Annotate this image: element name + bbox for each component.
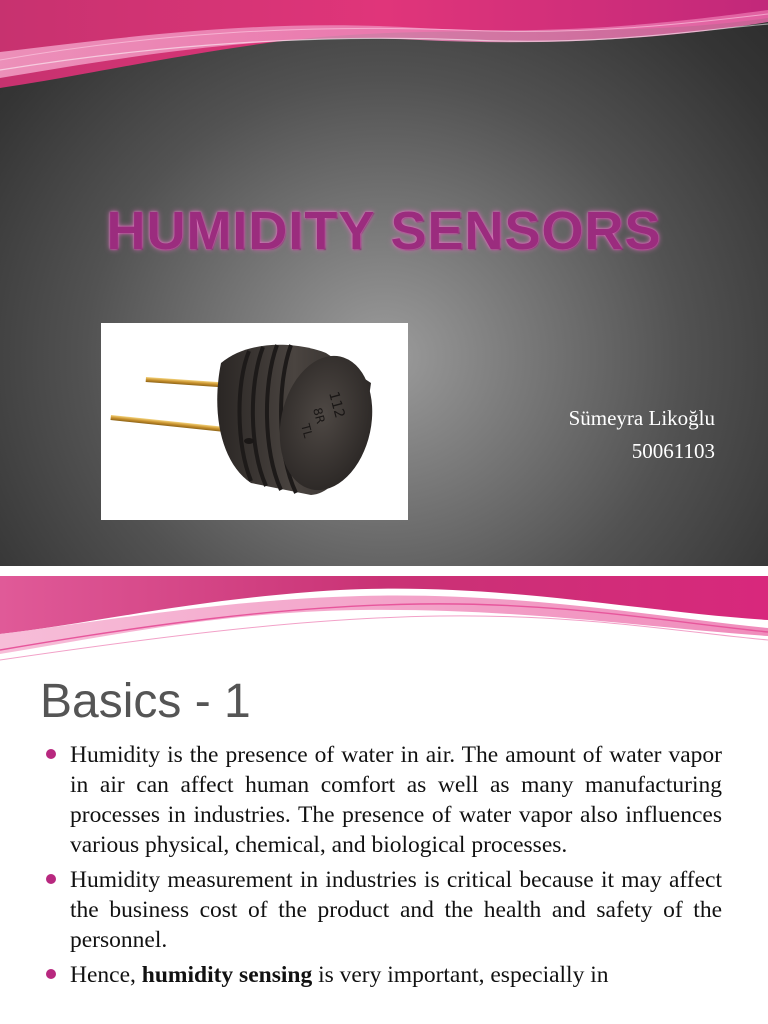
bullet-icon <box>46 874 56 884</box>
bullet-text: Humidity measurement in industries is critical because it may affect the business cost of the product and the health and safety of the personnel. <box>70 867 722 953</box>
bottom-decorative-wave <box>0 566 768 576</box>
bullet-item <box>46 960 722 990</box>
svg-text:8R: 8R <box>310 406 328 426</box>
svg-text:TL: TL <box>298 422 316 440</box>
bullet-text: Humidity is the presence of water in air. The amount of water vapor in air can affect human comfort as well as many manufacturing processes in industries. The presence of water vapor also influences various physical, chemical, and biological processes. <box>70 742 722 858</box>
bullet-item <box>46 865 722 955</box>
slide-title: HUMIDITY SENSORS <box>106 201 662 261</box>
bullet-item <box>46 740 722 860</box>
bullet-icon <box>46 749 56 759</box>
author-block <box>470 402 715 468</box>
bullet-text-bold: humidity sensing <box>141 962 313 988</box>
author-id: 50061103 <box>631 439 715 463</box>
humidity-sensor-photo <box>101 323 408 520</box>
sensor-image <box>101 323 408 520</box>
bullet-text-suffix: is very important, especially in <box>312 962 609 988</box>
slide2-decorative-wave <box>0 576 768 666</box>
top-decorative-wave <box>0 0 768 90</box>
content-slide <box>0 576 768 1024</box>
bullet-icon <box>46 969 56 979</box>
author-name: Sümeyra Likoğlu <box>568 406 715 430</box>
bullet-text-prefix: Hence, <box>70 962 142 988</box>
bullet-list <box>46 740 722 995</box>
slide-heading: Basics - 1 <box>40 675 251 728</box>
svg-text:112: 112 <box>325 389 348 420</box>
